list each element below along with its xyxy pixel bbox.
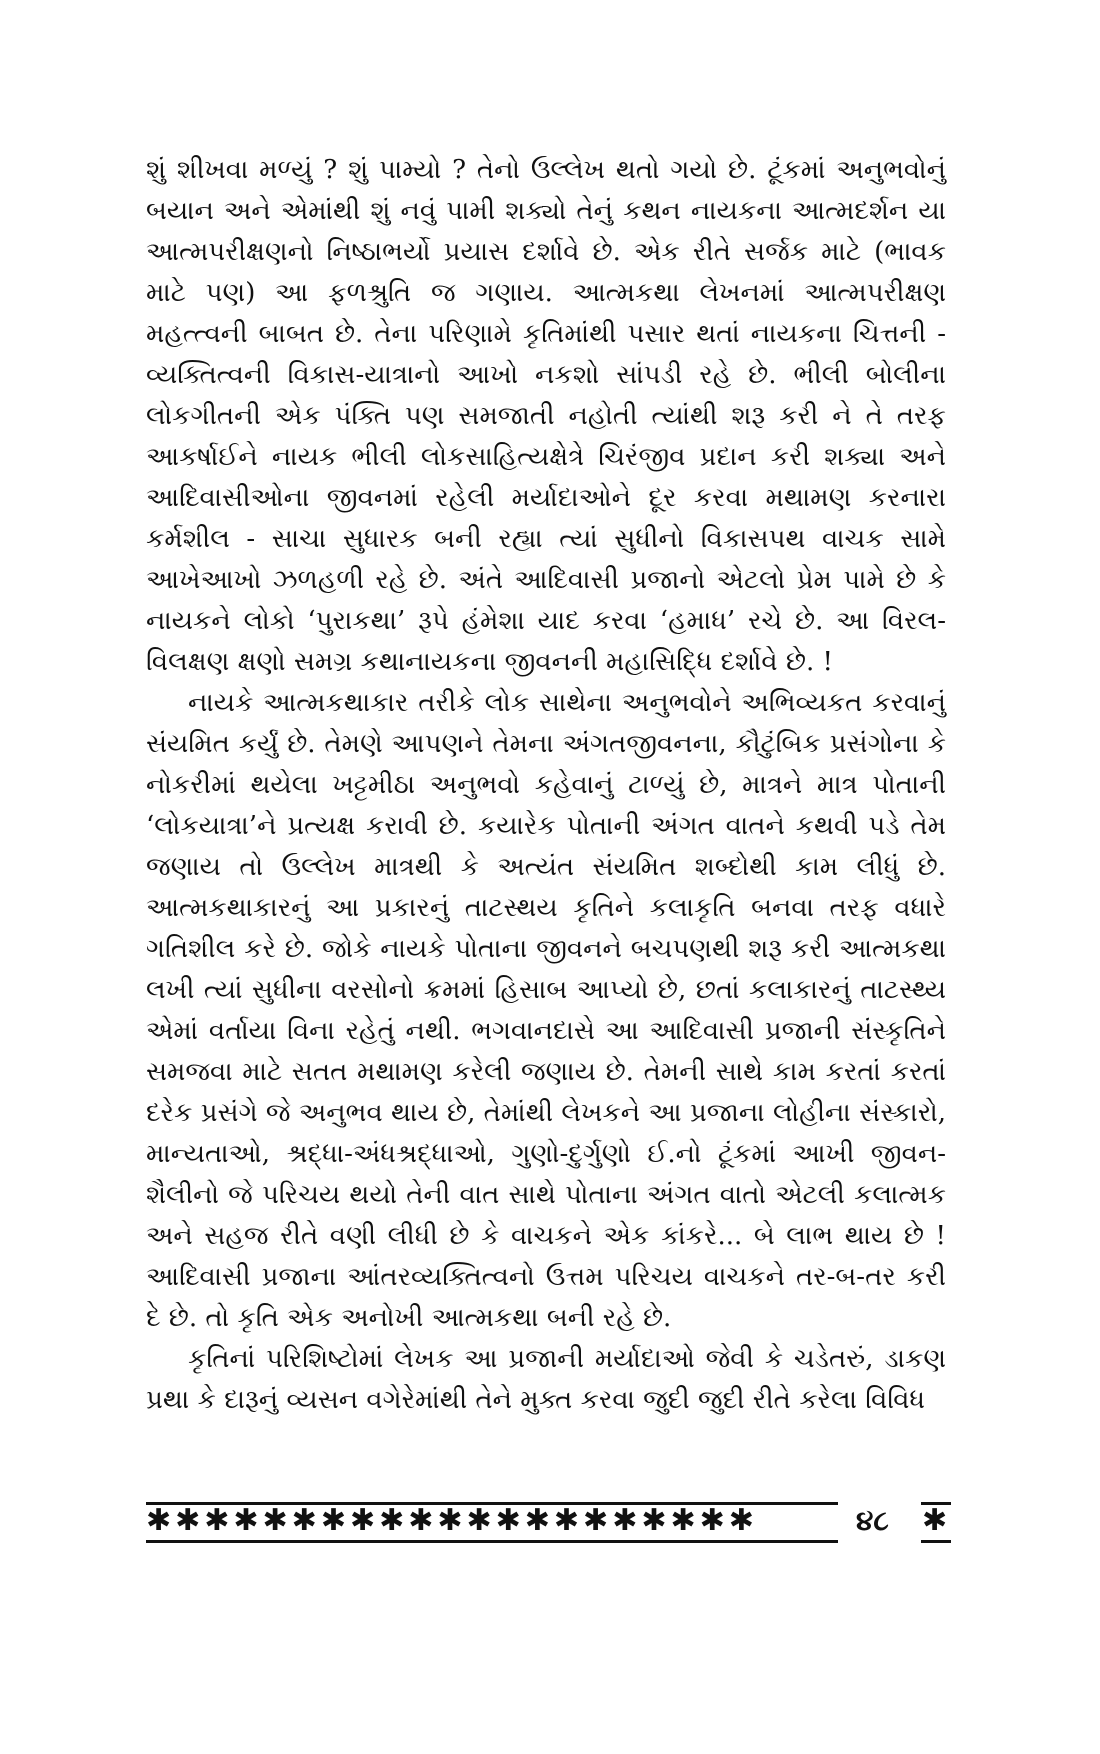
page-number: ૪૮ bbox=[856, 1504, 889, 1537]
paragraph-1: શું શીખવા મળ્યું ? શું પામ્યો ? તેનો ઉલ્લેખ થતો ગયો છે. ટૂંકમાં અનુભવોનું બયાન અને એમાંથી શું નવું પામી શક્યો તેનું કથન નાયકના આત્મદર્શન યા આત્મપરીક્ષણનો નિષ્ઠાભર્યો પ્રયાસ દર્શાવે છે. એક રીતે સર્જક માટે (ભાવક માટે પણ) આ ફળશ્રુતિ જ ગણાય. આત્મકથા લેખનમાં આત્મપરીક્ષણ મહત્ત્વની બાબત છે. તેના પરિણામે કૃતિમાંથી પસાર થતાં નાયકના ચિત્તની - વ્યક્તિત્વની વિકાસ-યાત્રાનો આખો નકશો સાંપડી રહે છે. ભીલી બોલીના લોકગીતની એક પંક્તિ પણ સમજાતી નહોતી ત્યાંથી શરૂ કરી ને તે તરફ આકર્ષાઈને નાયક ભીલી લોકસાહિત્યક્ષેત્રે ચિરંજીવ પ્રદાન કરી શક્યા અને આદિવાસીઓના જીવનમાં રહેલી મર્યાદાઓને દૂર કરવા મથામણ કરનારા કર્મશીલ - સાચા સુધારક બની રહ્યા ત્યાં સુધીનો વિકાસપથ વાચક સામે આખેઆખો ઝળહળી રહે છે. અંતે આદિવાસી પ્રજાનો એટલો પ્રેમ પામે છે કે નાયકને લોકો ‘પુરાકથા’ રૂપે હંમેશા યાદ કરવા ‘હમાધ’ રચે છે. આ વિરલ-વિલક્ષણ ક્ષણો સમગ્ર કથાનાયકના જીવનની મહાસિદ્ધિ દર્શાવે છે. ! bbox=[146, 155, 946, 677]
page-body bbox=[146, 150, 946, 1421]
end-star-rule-bottom bbox=[921, 1540, 951, 1543]
paragraph-3: કૃતિનાં પરિશિષ્ટોમાં લેખક આ પ્રજાની મર્યાદાઓ જેવી કે ચડેતરું, ડાકણ પ્રથા કે દારૂનું વ્યસન વગેરેમાંથી તેને મુક્ત કરવા જુદી જુદી રીતે કરેલા વિવિધ bbox=[146, 1344, 946, 1415]
footer-star-ornament: ✱✱✱✱✱✱✱✱✱✱✱✱✱✱✱✱✱✱✱✱✱ bbox=[146, 1504, 758, 1538]
page-footer bbox=[146, 1502, 946, 1562]
footer-rule-bottom bbox=[146, 1540, 838, 1543]
end-star-icon: ✱ bbox=[922, 1503, 948, 1538]
paragraph-2: નાયકે આત્મકથાકાર તરીકે લોક સાથેના અનુભવોને અભિવ્યકત કરવાનું સંયમિત કર્યું છે. તેમણે આપણને તેમના અંગતજીવનના, કૌટુંબિક પ્રસંગોના કે નોકરીમાં થયેલા ખટ્ટમીઠા અનુભવો કહેવાનું ટાળ્યું છે, માત્રને માત્ર પોતાની ‘લોકયાત્રા’ને પ્રત્યક્ષ કરાવી છે. કયારેક પોતાની અંગત વાતને કથવી પડે તેમ જણાય તો ઉલ્લેખ માત્રથી કે અત્યંત સંયમિત શબ્દોથી કામ લીધું છે. આત્મકથાકારનું આ પ્રકારનું તાટસ્થય કૃતિને કલાકૃતિ બનવા તરફ વધારે ગતિશીલ કરે છે. જોકે નાયકે પોતાના જીવનને બચપણથી શરૂ કરી આત્મકથા લખી ત્યાં સુધીના વરસોનો ક્રમમાં હિસાબ આપ્યો છે, છતાં કલાકારનું તાટસ્થ્ય એમાં વર્તાયા વિના રહેતું નથી. ભગવાનદાસે આ આદિવાસી પ્રજાની સંસ્કૃતિને સમજવા માટે સતત મથામણ કરેલી જણાય છે. તેમની સાથે કામ કરતાં કરતાં દરેક પ્રસંગે જે અનુભવ થાય છે, તેમાંથી લેખકને આ પ્રજાના લોહીના સંસ્કારો, માન્યતાઓ, શ્રદ્ધા-અંધશ્રદ્ધાઓ, ગુણો-દુર્ગુણો ઈ.નો ટૂંકમાં આખી જીવન-શૈલીનો જે પરિચય થયો તેની વાત સાથે પોતાના અંગત વાતો એટલી કલાત્મક અને સહજ રીતે વણી લીધી છે કે વાચકને એક કાંકરે... બે લાભ થાય છે ! આદિવાસી પ્રજાના આંતરવ્યક્તિત્વનો ઉત્તમ પરિચય વાચકને તર-બ-તર કરી દે છે. તો કૃતિ એક અનોખી આત્મકથા બની રહે છે. bbox=[146, 688, 946, 1333]
